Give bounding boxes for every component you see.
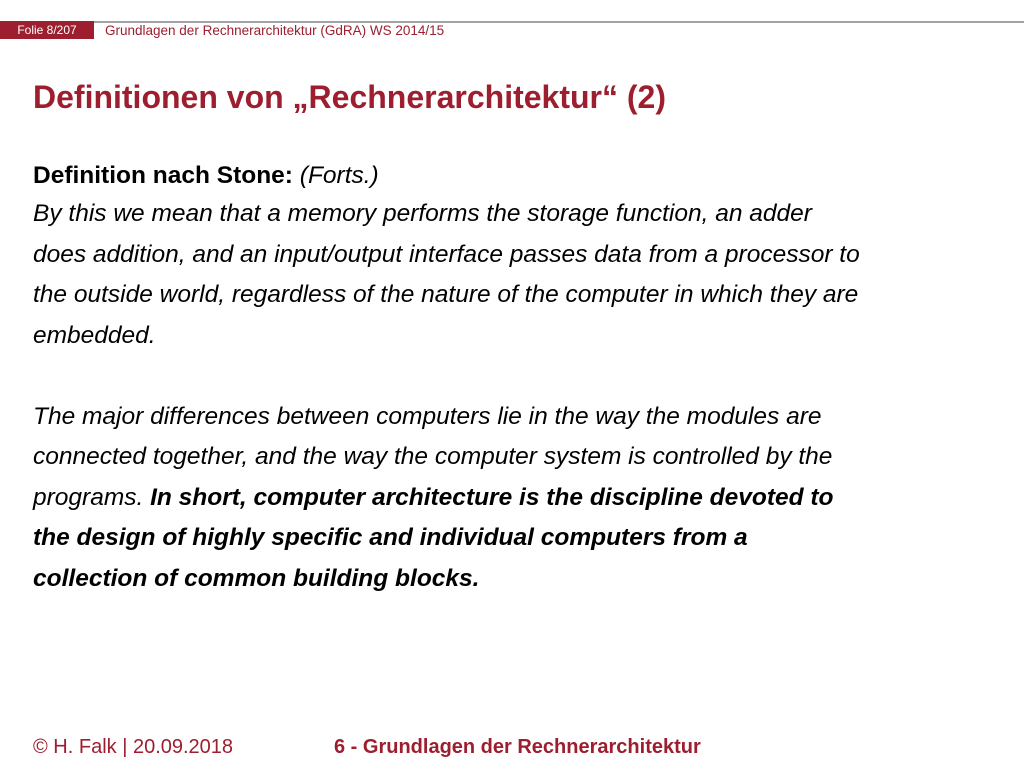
emphasis-segment: In short, computer architecture is the discipline devoted to [150,483,834,511]
text-line: the outside world, regardless of the nature of the computer in which they are [33,281,859,308]
text-line: The major differences between computers lie in the way the modules are [33,402,822,430]
definition-heading [33,157,1013,194]
definition-note: (Forts.) [299,162,379,189]
text-line: connected together, and the way the computer system is controlled by the [33,443,833,470]
quote-paragraph-1 [33,194,1013,356]
text-line: does addition, and an input/output interface passes data from a processor to [33,240,860,268]
slide-body [33,157,1013,599]
paragraph-spacer [33,356,1013,397]
course-title: Grundlagen der Rechnerarchitektur (GdRA) WS 2014/15 [105,23,445,38]
text-segment: programs. [33,483,151,511]
emphasis-line: the design of highly specific and individual computers from a [33,524,748,551]
slide-title: Definitionen von „Rechnerarchitektur“ (2) [33,79,666,115]
text-line: embedded. [33,321,156,349]
text-line-mixed [33,478,1013,519]
text-line: By this we mean that a memory performs the storage function, an adder [33,200,812,227]
emphasis-line: collection of common building blocks. [33,564,480,592]
quote-paragraph-2 [33,397,1013,600]
footer-chapter: 6 - Grundlagen der Rechnerarchitektur [334,736,701,758]
slide-number-badge: Folie 8/207 [0,21,94,39]
footer-author: © H. Falk | 20.09.2018 [33,736,234,758]
definition-label: Definition nach Stone: [33,162,293,189]
